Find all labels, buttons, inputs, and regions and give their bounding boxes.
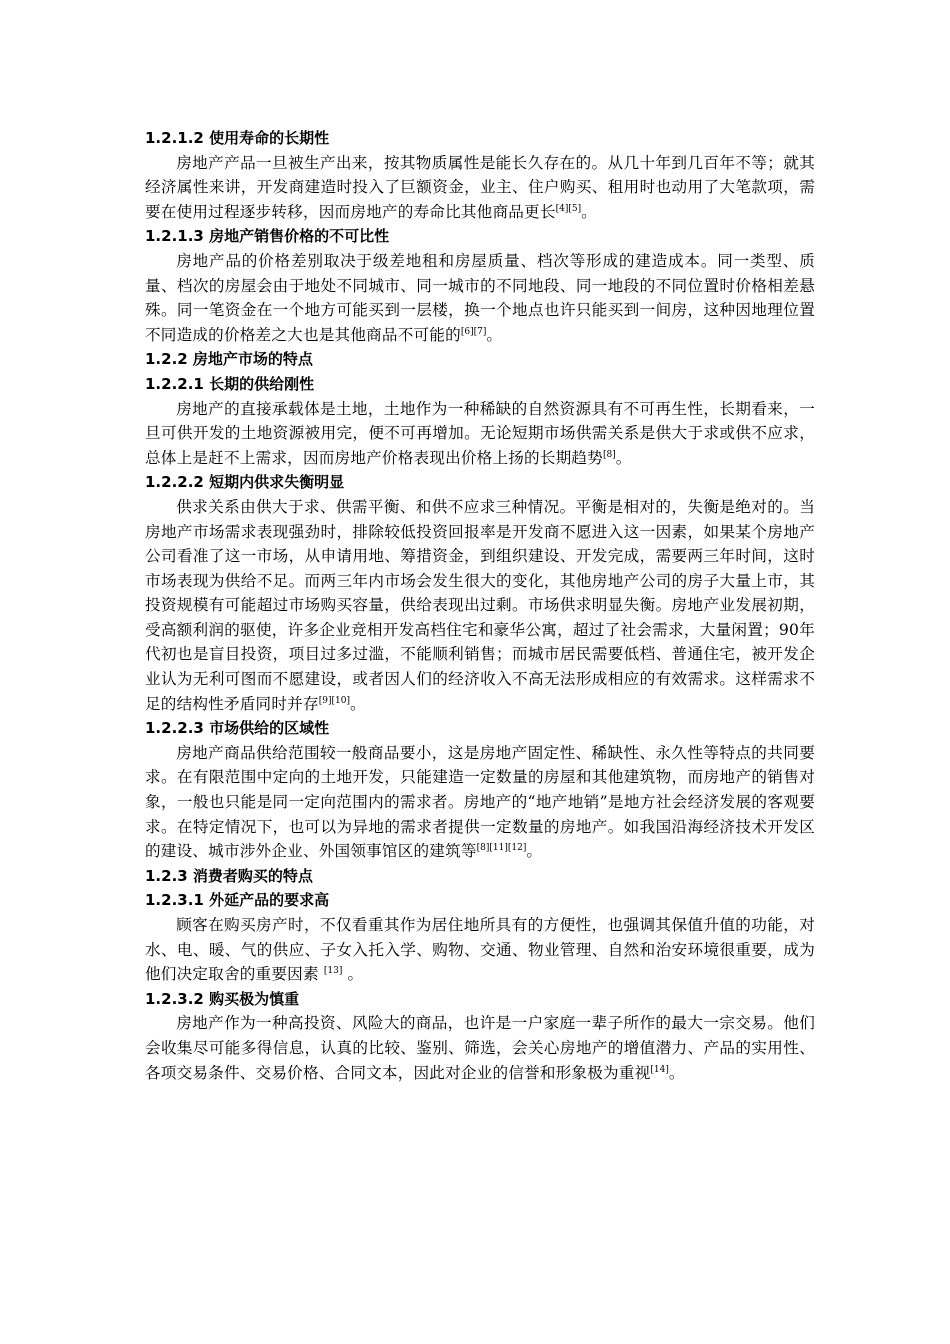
paragraph-price-incomparability — [145, 249, 815, 347]
section-heading-1-2-1-2: 1.2.1.2 使用寿命的长期性 — [145, 129, 330, 147]
citation: [4][5] — [555, 203, 582, 214]
paragraph-lifespan — [145, 151, 815, 225]
document-body — [145, 126, 815, 1085]
paragraph-end: 。 — [615, 448, 632, 467]
section-heading-1-2-3-1: 1.2.3.1 外延产品的要求高 — [145, 891, 330, 910]
paragraph-short-term-imbalance — [145, 495, 815, 716]
citation: [13] — [323, 966, 343, 976]
section-heading-1-2-2-3: 1.2.2.3 市场供给的区域性 — [145, 719, 330, 738]
paragraph-text: 房地产商品供给范围较一般商品要小，这是房地产固定性、稀缺性、永久性等特点的共同要求。在有限范围中定向的土地开发，只能建造一定数量的房屋和其他建筑物，而房地产的销售对象，一般也只能是同一定向范围内的需求者。房地产的“地产地销”是地方社会经济发展的客观要求。在特定情况下，也可以为异地的需求者提供一定数量的房地产。如我国沿海经济技术开发区的建设、城市涉外企业、外国领事馆区的建筑等 — [145, 743, 815, 861]
paragraph-text: 顾客在购买房产时，不仅看重其作为居住地所具有的方便性，也强调其保值升值的功能，对水、电、暖、气的供应、子女入托入学、购物、交通、物业管理、自然和治安环境很重要，成为他们决定取舍的重要因素 — [145, 916, 815, 984]
citation: [8] — [603, 449, 616, 460]
paragraph-end: 。 — [349, 694, 366, 713]
section-heading-1-2-1-3: 1.2.1.3 房地产销售价格的不可比性 — [145, 227, 390, 246]
section-heading-1-2-2-2: 1.2.2.2 短期内供求失衡明显 — [145, 473, 345, 492]
paragraph-text: 房地产品的价格差别取决于级差地租和房屋质量、档次等形成的建造成本。同一类型、质量、档次的房屋会由于地处不同城市、同一城市的不同地段、同一地段的不同位置时价格相差悬殊。同一笔资金在一个地方可能买到一层楼，换一个地点也许只能买到一间房，这种因地理位置不同造成的价格差之大也是其他商品不可能的 — [145, 251, 815, 344]
paragraph-supply-rigidity — [145, 397, 815, 471]
paragraph-regional-supply — [145, 741, 815, 864]
paragraph-end: 。 — [342, 965, 364, 984]
citation: [14] — [650, 1064, 669, 1075]
paragraph-end: 。 — [526, 842, 543, 861]
citation: [8][11][12] — [476, 843, 527, 854]
section-heading-1-2-2-1: 1.2.2.1 长期的供给刚性 — [145, 374, 315, 393]
citation: [6][7] — [460, 326, 487, 337]
section-heading-1-2-2: 1.2.2 房地产市场的特点 — [145, 350, 313, 369]
paragraph-end: 。 — [486, 325, 503, 344]
section-heading-1-2-3-2: 1.2.3.2 购买极为慎重 — [145, 989, 300, 1008]
paragraph-extended-product — [145, 913, 815, 987]
citation: [9][10] — [318, 695, 350, 706]
paragraph-end: 。 — [581, 202, 597, 221]
paragraph-text: 供求关系由供大于求、供需平衡、和供不应求三种情况。平衡是相对的，失衡是绝对的。当房地产市场需求表现强劲时，排除较低投资回报率是开发商不愿进入这一因素，如果某个房地产公司看准了这一市场，从申请用地、筹措资金，到组织建设、开发完成，需要两三年时间，这时市场表现为供给不足。而两三年内市场会发生很大的变化，其他房地产公司的房子大量上市，其投资规模有可能超过市场购买容量，供给表现出过剩。市场供求明显失衡。房地产业发展初期，受高额利润的驱使，许多企业竞相开发高档住宅和豪华公寓，超过了社会需求，大量闲置；90年代初也是盲目投资，项目过多过滥，不能顺利销售；而城市居民需要低档、普通住宅，被开发企业认为无利可图而不愿建设，或者因人们的经济收入不高无法形成相应的有效需求。这样需求不足的结构性矛盾同时并存 — [145, 497, 815, 713]
paragraph-careful-purchase — [145, 1011, 815, 1085]
paragraph-text: 房地产产品一旦被生产出来，按其物质属性是能长久存在的。从几十年到几百年不等；就其经济属性来讲，开发商建造时投入了巨额资金，业主、住户购买、租用时也动用了大笔款项，需要在使用过程逐步转移，因而房地产的寿命比其他商品更长 — [145, 153, 815, 221]
paragraph-text: 房地产作为一种高投资、风险大的商品，也许是一户家庭一辈子所作的最大一宗交易。他们会收集尽可能多得信息，认真的比较、鉴别、筛选，会关心房地产的增值潜力、产品的实用性、各项交易条件、交易价格、合同文本，因此对企业的信誉和形象极为重视 — [145, 1014, 815, 1082]
section-heading-1-2-3: 1.2.3 消费者购买的特点 — [145, 866, 313, 885]
paragraph-text: 房地产的直接承载体是土地，土地作为一种稀缺的自然资源具有不可再生性，长期看来，一旦可供开发的土地资源被用完，便不可再增加。无论短期市场供需关系是供大于求或供不应求，总体上是赶不上需求，因而房地产价格表现出价格上扬的长期趋势 — [145, 399, 815, 467]
paragraph-end: 。 — [668, 1063, 685, 1082]
